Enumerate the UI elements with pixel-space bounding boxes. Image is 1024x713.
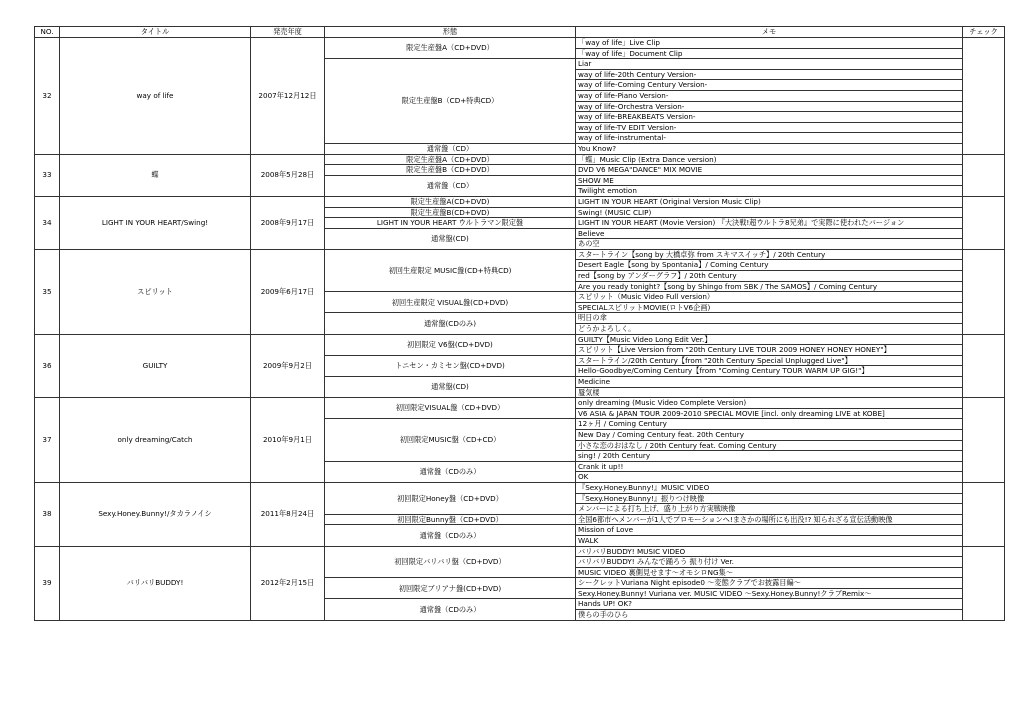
- header-year: 発売年度: [251, 27, 325, 38]
- format-name: 通常盤(CDのみ): [325, 313, 576, 334]
- memo-cell: バリバリBUDDY! みんなで踊ろう 振り付け Ver.: [576, 557, 963, 568]
- format-name: 限定生産盤A(CD+DVD): [325, 196, 576, 207]
- memo-cell: バリバリBUDDY! MUSIC VIDEO: [576, 546, 963, 557]
- memo-cell: You Know?: [576, 143, 963, 154]
- memo-cell: 明日の傘: [576, 313, 963, 324]
- release-title: LIGHT IN YOUR HEART/Swing!: [60, 196, 251, 249]
- table-row: [35, 482, 1005, 493]
- release-date: 2008年5月28日: [251, 154, 325, 196]
- memo-cell: シークレットVuriana Night episode0 ～変態クラブでお披露目編～: [576, 578, 963, 589]
- release-no: 36: [35, 334, 60, 398]
- memo-cell: 僕らの手のひら: [576, 610, 963, 621]
- format-name: 限定生産盤B(CD+DVD): [325, 207, 576, 218]
- release-no: 38: [35, 482, 60, 546]
- release-date: 2009年9月2日: [251, 334, 325, 398]
- memo-cell: WALK: [576, 535, 963, 546]
- memo-cell: way of life-Coming Century Version-: [576, 80, 963, 91]
- release-date: 2008年9月17日: [251, 196, 325, 249]
- format-name: 初回生産限定 VISUAL盤(CD+DVD): [325, 292, 576, 313]
- memo-cell: OK: [576, 472, 963, 483]
- check-cell[interactable]: [963, 482, 1005, 546]
- release-title: way of life: [60, 38, 251, 155]
- header-memo: メモ: [576, 27, 963, 38]
- memo-cell: Hello-Goodbye/Coming Century【from "Coming Century TOUR WARM UP GIG!"】: [576, 366, 963, 377]
- memo-cell: あの空: [576, 239, 963, 250]
- memo-cell: 「way of life」Document Clip: [576, 48, 963, 59]
- format-name: 初回限定VISUAL盤（CD+DVD）: [325, 398, 576, 419]
- memo-cell: Desert Eagle【song by Spontania】/ Coming Century: [576, 260, 963, 271]
- table-row: [35, 398, 1005, 409]
- release-no: 32: [35, 38, 60, 155]
- memo-cell: way of life-20th Century Version-: [576, 69, 963, 80]
- header-no: NO.: [35, 27, 60, 38]
- memo-cell: 『Sexy.Honey.Bunny!』MUSIC VIDEO: [576, 482, 963, 493]
- memo-cell: way of life-BREAKBEATS Version-: [576, 112, 963, 123]
- format-name: 限定生産盤B（CD+DVD）: [325, 165, 576, 176]
- memo-cell: Crank it up!!: [576, 461, 963, 472]
- check-cell[interactable]: [963, 334, 1005, 398]
- memo-cell: Mission of Love: [576, 525, 963, 536]
- memo-cell: MUSIC VIDEO 裏側見せます～オモシロNG集～: [576, 567, 963, 578]
- memo-cell: New Day / Coming Century feat. 20th Century: [576, 429, 963, 440]
- memo-cell: DVD V6 MEGA"DANCE" MIX MOVIE: [576, 165, 963, 176]
- memo-cell: 小さな恋のおはなし / 20th Century feat. Coming Century: [576, 440, 963, 451]
- memo-cell: V6 ASIA & JAPAN TOUR 2009-2010 SPECIAL MOVIE [incl. only dreaming LIVE at KOBE]: [576, 408, 963, 419]
- memo-cell: way of life-TV EDIT Version-: [576, 122, 963, 133]
- memo-cell: Liar: [576, 59, 963, 70]
- table-row: [35, 38, 1005, 49]
- release-date: 2009年6月17日: [251, 249, 325, 334]
- check-cell[interactable]: [963, 196, 1005, 249]
- memo-cell: Medicine: [576, 377, 963, 388]
- format-name: 通常盤(CD): [325, 377, 576, 398]
- format-name: 通常盤（CDのみ）: [325, 461, 576, 482]
- format-name: 初回限定Bunny盤（CD+DVD）: [325, 514, 576, 525]
- release-title: GUILTY: [60, 334, 251, 398]
- release-date: 2010年9月1日: [251, 398, 325, 483]
- format-name: 通常盤（CD）: [325, 143, 576, 154]
- check-cell[interactable]: [963, 38, 1005, 155]
- format-name: 通常盤（CDのみ）: [325, 525, 576, 546]
- release-no: 37: [35, 398, 60, 483]
- memo-cell: Hands UP! OK?: [576, 599, 963, 610]
- table-row: [35, 546, 1005, 557]
- format-name: 限定生産盤B（CD+特典CD）: [325, 59, 576, 144]
- memo-cell: スピリット（Music Video Full version）: [576, 292, 963, 303]
- release-no: 35: [35, 249, 60, 334]
- format-name: 初回限定MUSIC盤（CD+CD）: [325, 419, 576, 461]
- check-cell[interactable]: [963, 154, 1005, 196]
- format-name: トニセン・カミセン盤(CD+DVD): [325, 355, 576, 376]
- memo-cell: 12ヶ月 / Coming Century: [576, 419, 963, 430]
- memo-cell: SPECIALスピリットMOVIE(ロトV6企画): [576, 302, 963, 313]
- release-title: only dreaming/Catch: [60, 398, 251, 483]
- format-name: 限定生産盤A（CD+DVD）: [325, 38, 576, 59]
- memo-cell: sing! / 20th Century: [576, 451, 963, 462]
- check-cell[interactable]: [963, 546, 1005, 620]
- memo-cell: way of life-instrumental-: [576, 133, 963, 144]
- header-format: 形態: [325, 27, 576, 38]
- header-check: チェック: [963, 27, 1005, 38]
- table-body: [35, 38, 1005, 621]
- memo-cell: スタートライン/20th Century【from "20th Century Special Unplugged Live"】: [576, 355, 963, 366]
- header-title: タイトル: [60, 27, 251, 38]
- format-name: 通常盤（CDのみ）: [325, 599, 576, 620]
- memo-cell: どうかよろしく。: [576, 324, 963, 335]
- memo-cell: 「way of life」Live Clip: [576, 38, 963, 49]
- memo-cell: Swing! (MUSIC CLIP): [576, 207, 963, 218]
- memo-cell: 全国6都市へメンバーが1人でプロモーションへ!まさかの場所にも出没!? 知られざる宣伝活動映像: [576, 514, 963, 525]
- release-table: [34, 26, 1005, 621]
- memo-cell: way of life-Orchestra Version-: [576, 101, 963, 112]
- release-no: 39: [35, 546, 60, 620]
- table-row: [35, 196, 1005, 207]
- memo-cell: Are you ready tonight?【song by Shingo from SBK / The SAMOS】/ Coming Century: [576, 281, 963, 292]
- memo-cell: 蜃気楼: [576, 387, 963, 398]
- memo-cell: Sexy.Honey.Bunny! Vuriana ver. MUSIC VIDEO ～Sexy.Honey.Bunny!クラブRemix～: [576, 588, 963, 599]
- format-name: 通常盤(CD): [325, 228, 576, 249]
- memo-cell: LIGHT IN YOUR HEART (Original Version Music Clip): [576, 196, 963, 207]
- release-title: バリバリBUDDY!: [60, 546, 251, 620]
- memo-cell: LIGHT IN YOUR HEART (Movie Version) 『大決戦!超ウルトラ8兄弟』で実際に使われたバージョン: [576, 218, 963, 229]
- table-row: [35, 154, 1005, 165]
- format-name: LIGHT IN YOUR HEART ウルトラマン限定盤: [325, 218, 576, 229]
- check-cell[interactable]: [963, 249, 1005, 334]
- release-title: 蝶: [60, 154, 251, 196]
- memo-cell: SHOW ME: [576, 175, 963, 186]
- memo-cell: way of life-Piano Version-: [576, 90, 963, 101]
- format-name: 通常盤（CD）: [325, 175, 576, 196]
- memo-cell: Twilight emotion: [576, 186, 963, 197]
- release-no: 33: [35, 154, 60, 196]
- table-row: [35, 249, 1005, 260]
- memo-cell: only dreaming (Music Video Complete Version): [576, 398, 963, 409]
- release-date: 2012年2月15日: [251, 546, 325, 620]
- format-name: 初回生産限定 MUSIC盤(CD+特典CD): [325, 249, 576, 291]
- memo-cell: 「蝶」Music Clip (Extra Dance version): [576, 154, 963, 165]
- release-title: スピリット: [60, 249, 251, 334]
- release-date: 2007年12月12日: [251, 38, 325, 155]
- release-no: 34: [35, 196, 60, 249]
- table-row: [35, 334, 1005, 345]
- release-title: Sexy.Honey.Bunny!/タカラノイシ: [60, 482, 251, 546]
- memo-cell: メンバーによる打ち上げ、盛り上がり方実戦映像: [576, 504, 963, 515]
- memo-cell: 『Sexy.Honey.Bunny!』振りつけ映像: [576, 493, 963, 504]
- format-name: 初回限定ブリアナ盤(CD+DVD): [325, 578, 576, 599]
- memo-cell: スタートライン【song by 大橋卓弥 from スキマスイッチ】/ 20th Century: [576, 249, 963, 260]
- format-name: 初回限定Honey盤（CD+DVD）: [325, 482, 576, 514]
- header-row: [35, 27, 1005, 38]
- memo-cell: Believe: [576, 228, 963, 239]
- format-name: 初回限定 V6盤(CD+DVD): [325, 334, 576, 355]
- format-name: 限定生産盤A（CD+DVD）: [325, 154, 576, 165]
- memo-cell: スピリット【Live Version from "20th Century LIVE TOUR 2009 HONEY HONEY HONEY"】: [576, 345, 963, 356]
- format-name: 初回限定バリバリ盤（CD+DVD）: [325, 546, 576, 578]
- memo-cell: GUILTY【Music Video Long Edit Ver.】: [576, 334, 963, 345]
- memo-cell: red【song by アンダーグラフ】/ 20th Century: [576, 271, 963, 282]
- check-cell[interactable]: [963, 398, 1005, 483]
- release-date: 2011年8月24日: [251, 482, 325, 546]
